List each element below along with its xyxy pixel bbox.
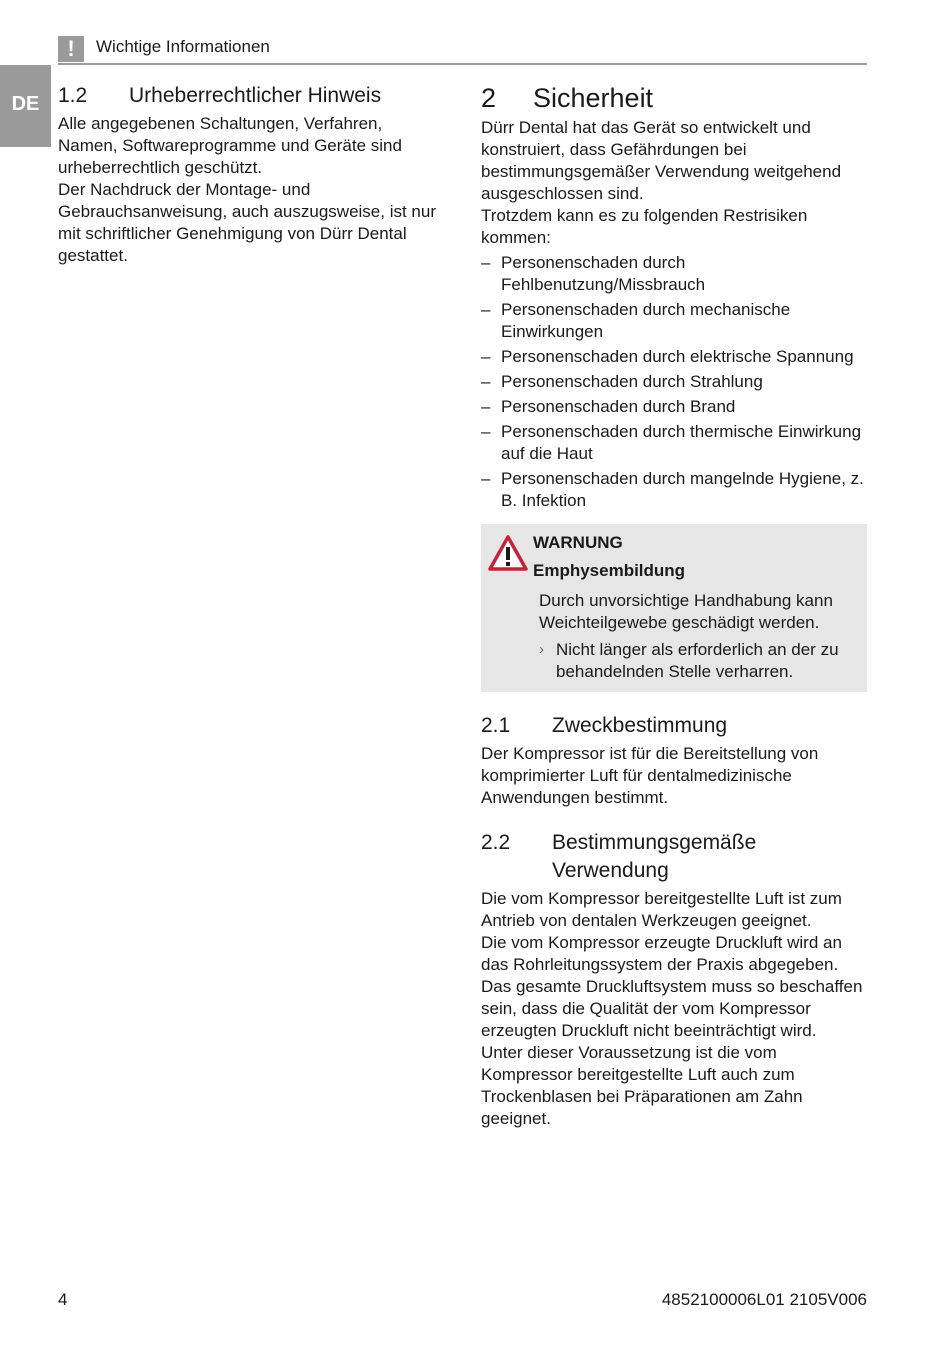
warning-text: Durch unvorsichtige Handhabung kann Weichteilgewebe geschädigt werden.	[539, 591, 833, 632]
warning-action-text: Nicht länger als erforderlich an der zu behandelnden Stelle verharren.	[556, 640, 839, 681]
right-column	[481, 82, 867, 1130]
document-code: 4852100006L01 2105V006	[661, 1290, 867, 1309]
intended-use-paragraph-3: Das gesamte Druckluftsystem muss so beschaffen sein, dass die Qualität der vom Kompressor erzeugten Druckluft nicht beeinträchtigt wird.	[481, 977, 863, 1040]
section-number: 1.2	[58, 84, 88, 107]
section-title: Zweckbestimmung	[552, 714, 728, 737]
intended-use-paragraph-2: Die vom Kompressor erzeugte Druckluft wird an das Rohrleitungssystem der Praxis abgegeben.	[481, 933, 842, 974]
section-number: 2.1	[481, 714, 511, 737]
warning-box	[481, 524, 867, 692]
purpose-paragraph: Der Kompressor ist für die Bereitstellung von komprimierter Luft für dentalmedizinische Anwendungen bestimmt.	[481, 744, 819, 807]
safety-intro-1: Dürr Dental hat das Gerät so entwickelt und konstruiert, dass Gefährdungen bei bestimmungsgemäßer Verwendung weitgehend ausgeschlossen sind.	[481, 118, 842, 203]
residual-risk-list	[481, 252, 867, 512]
left-column	[58, 82, 446, 267]
header-rule	[58, 63, 867, 65]
warning-title: Emphysembildung	[533, 561, 686, 580]
copyright-paragraph-1: Alle angegebenen Schaltungen, Verfahren, Namen, Softwareprogramme und Geräte sind urheberrechtlich geschützt.	[58, 114, 402, 177]
section-number: 2.2	[481, 831, 511, 854]
section-heading-2-1	[481, 712, 867, 740]
list-item: – Personenschaden durch elektrische Spannung	[481, 347, 854, 366]
list-item: – Personenschaden durch mangelnde Hygiene, z. B. Infektion	[481, 469, 864, 510]
chapter-heading	[481, 82, 867, 114]
warning-action	[539, 639, 857, 683]
section-heading-2-2	[481, 829, 867, 885]
section-heading-1-2	[58, 82, 446, 110]
exclamation-icon: !	[58, 36, 84, 62]
chevron-right-icon: ›	[539, 641, 544, 658]
copyright-paragraph-2: Der Nachdruck der Montage- und Gebrauchsanweisung, auch auszugsweise, ist nur mit schriftlicher Genehmigung von Dürr Dental gestattet.	[58, 180, 436, 265]
language-tab: DE	[0, 65, 51, 147]
list-item: – Personenschaden durch mechanische Einwirkungen	[481, 300, 791, 341]
running-header-title: Wichtige Informationen	[96, 37, 270, 56]
chapter-number: 2	[481, 83, 497, 113]
section-title: Bestimmungsgemäße Verwendung	[552, 831, 757, 882]
list-item: – Personenschaden durch Fehlbenutzung/Missbrauch	[481, 253, 706, 294]
intended-use-paragraph-1: Die vom Kompressor bereitgestellte Luft ist zum Antrieb von dentalen Werkzeugen geeignet.	[481, 889, 842, 930]
list-item: – Personenschaden durch thermische Einwirkung auf die Haut	[481, 422, 862, 463]
page-number: 4	[58, 1290, 68, 1309]
warning-label: WARNUNG	[533, 533, 623, 552]
intended-use-paragraph-4: Unter dieser Voraussetzung ist die vom Kompressor bereitgestellte Luft auch zum Trockenblasen bei Präparationen am Zahn geeignet.	[481, 1043, 803, 1128]
section-title: Urheberrechtlicher Hinweis	[129, 84, 382, 107]
list-item: – Personenschaden durch Brand	[481, 397, 736, 416]
list-item: – Personenschaden durch Strahlung	[481, 372, 763, 391]
safety-intro-2: Trotzdem kann es zu folgenden Restrisiken kommen:	[481, 206, 808, 247]
warning-triangle-icon	[488, 535, 528, 571]
chapter-title: Sicherheit	[533, 83, 654, 113]
